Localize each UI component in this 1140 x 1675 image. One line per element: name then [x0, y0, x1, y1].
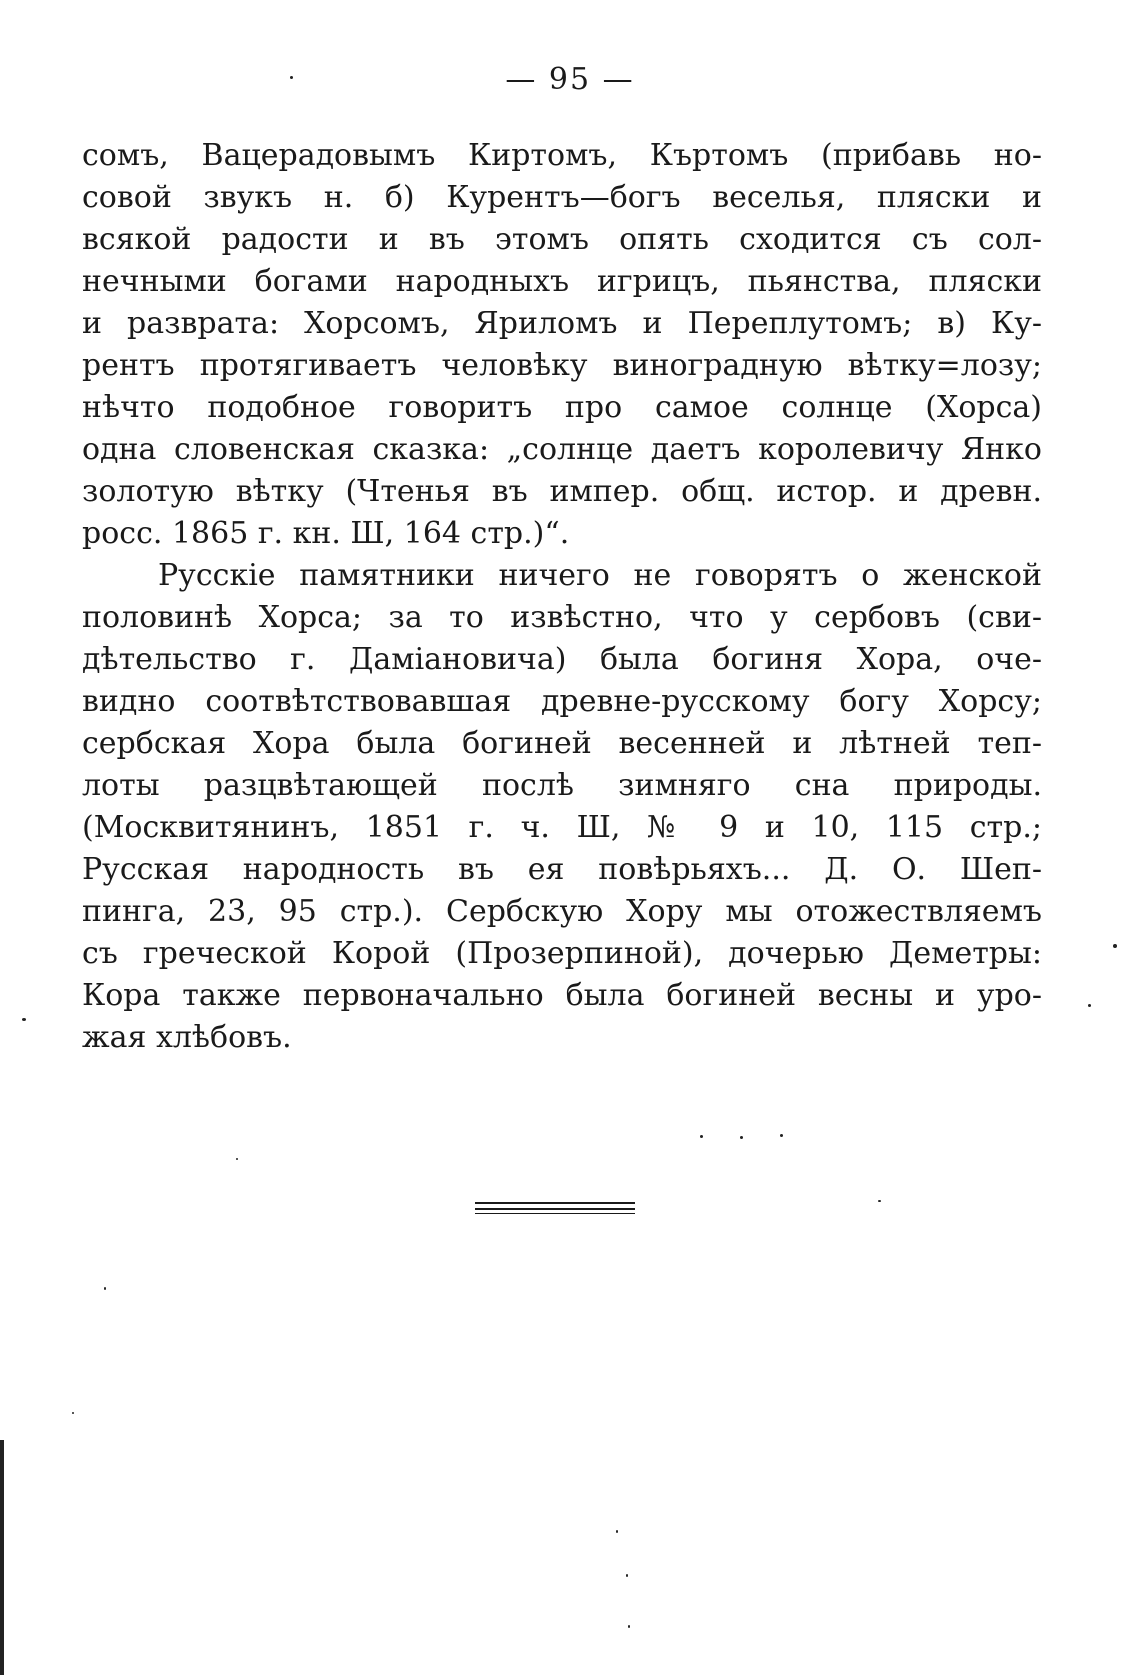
scan-speck	[1088, 1004, 1091, 1007]
scan-speck	[616, 1530, 618, 1533]
scan-speck	[104, 1287, 106, 1290]
scan-speck	[22, 1018, 26, 1021]
scan-speck	[740, 1136, 743, 1139]
text-line: пинга, 23, 95 стр.). Сербскую Хору мы отожествляемъ	[82, 894, 1042, 929]
text-line: сомъ, Вацерадовымъ Киртомъ, Къртомъ (прибавь но-	[82, 138, 1042, 173]
text-line: видно соотвѣтствовавшая древне-русскому богу Хорсу;	[82, 684, 1042, 719]
text-line: лоты разцвѣтающей послѣ зимняго сна природы.	[82, 768, 1042, 803]
text-line: одна словенская сказка: „солнце даетъ королевичу Янко	[82, 432, 1042, 467]
scan-speck	[236, 1158, 238, 1160]
page-number: — 95 —	[505, 62, 635, 97]
scan-speck	[72, 1412, 74, 1414]
text-line: жая хлѣбовъ.	[82, 1020, 292, 1055]
scan-speck	[626, 1574, 628, 1577]
text-line: съ греческой Корой (Прозерпиной), дочерью Деметры:	[82, 936, 1042, 971]
scan-speck	[628, 1625, 630, 1628]
text-line: золотую вѣтку (Чтенья въ импер. общ. истор. и древн.	[82, 474, 1042, 509]
text-line: всякой радости и въ этомъ опять сходится съ сол-	[82, 222, 1042, 257]
text-line: Русская народность въ ея повѣрьяхъ... Д. О. Шеп-	[82, 852, 1042, 887]
scan-edge-mark	[0, 1440, 4, 1675]
text-line: Русскiе памятники ничего не говорятъ о женской	[158, 558, 1042, 593]
end-rule-middle	[475, 1208, 635, 1210]
text-line: нѣчто подобное говоритъ про самое солнце (Хорса)	[82, 390, 1042, 425]
text-line: и разврата: Хорсомъ, Яриломъ и Переплутомъ; в) Ку-	[82, 306, 1042, 341]
paragraph-2	[82, 555, 1042, 1059]
body-text	[82, 135, 1042, 1059]
text-line: рентъ протягиваетъ человѣку виноградную вѣтку=лозу;	[82, 348, 1042, 383]
text-line: половинѣ Хорса; за то извѣстно, что у сербовъ (сви-	[82, 600, 1042, 635]
text-line: Кора также первоначально была богиней весны и уро-	[82, 978, 1042, 1013]
scan-speck	[878, 1200, 881, 1202]
paragraph-1	[82, 135, 1042, 555]
scan-speck	[1113, 944, 1117, 948]
scan-speck	[290, 76, 293, 79]
end-rule-thick	[475, 1202, 635, 1204]
text-line: нечными богами народныхъ игрицъ, пьянства, пляски	[82, 264, 1042, 299]
text-line: совой звукъ н. б) Курентъ—богъ веселья, пляски и	[82, 180, 1042, 215]
scan-speck	[780, 1134, 783, 1137]
text-line: росс. 1865 г. кн. Ш, 164 стр.)“.	[82, 516, 570, 551]
end-rule-thin	[475, 1213, 635, 1214]
text-line: (Москвитянинъ, 1851 г. ч. Ш, № 9 и 10, 115 стр.;	[82, 810, 1042, 845]
scan-speck	[700, 1135, 703, 1138]
text-line: дѣтельство г. Дамiановича) была богиня Хора, оче-	[82, 642, 1042, 677]
text-line: сербская Хора была богиней весенней и лѣтней теп-	[82, 726, 1042, 761]
